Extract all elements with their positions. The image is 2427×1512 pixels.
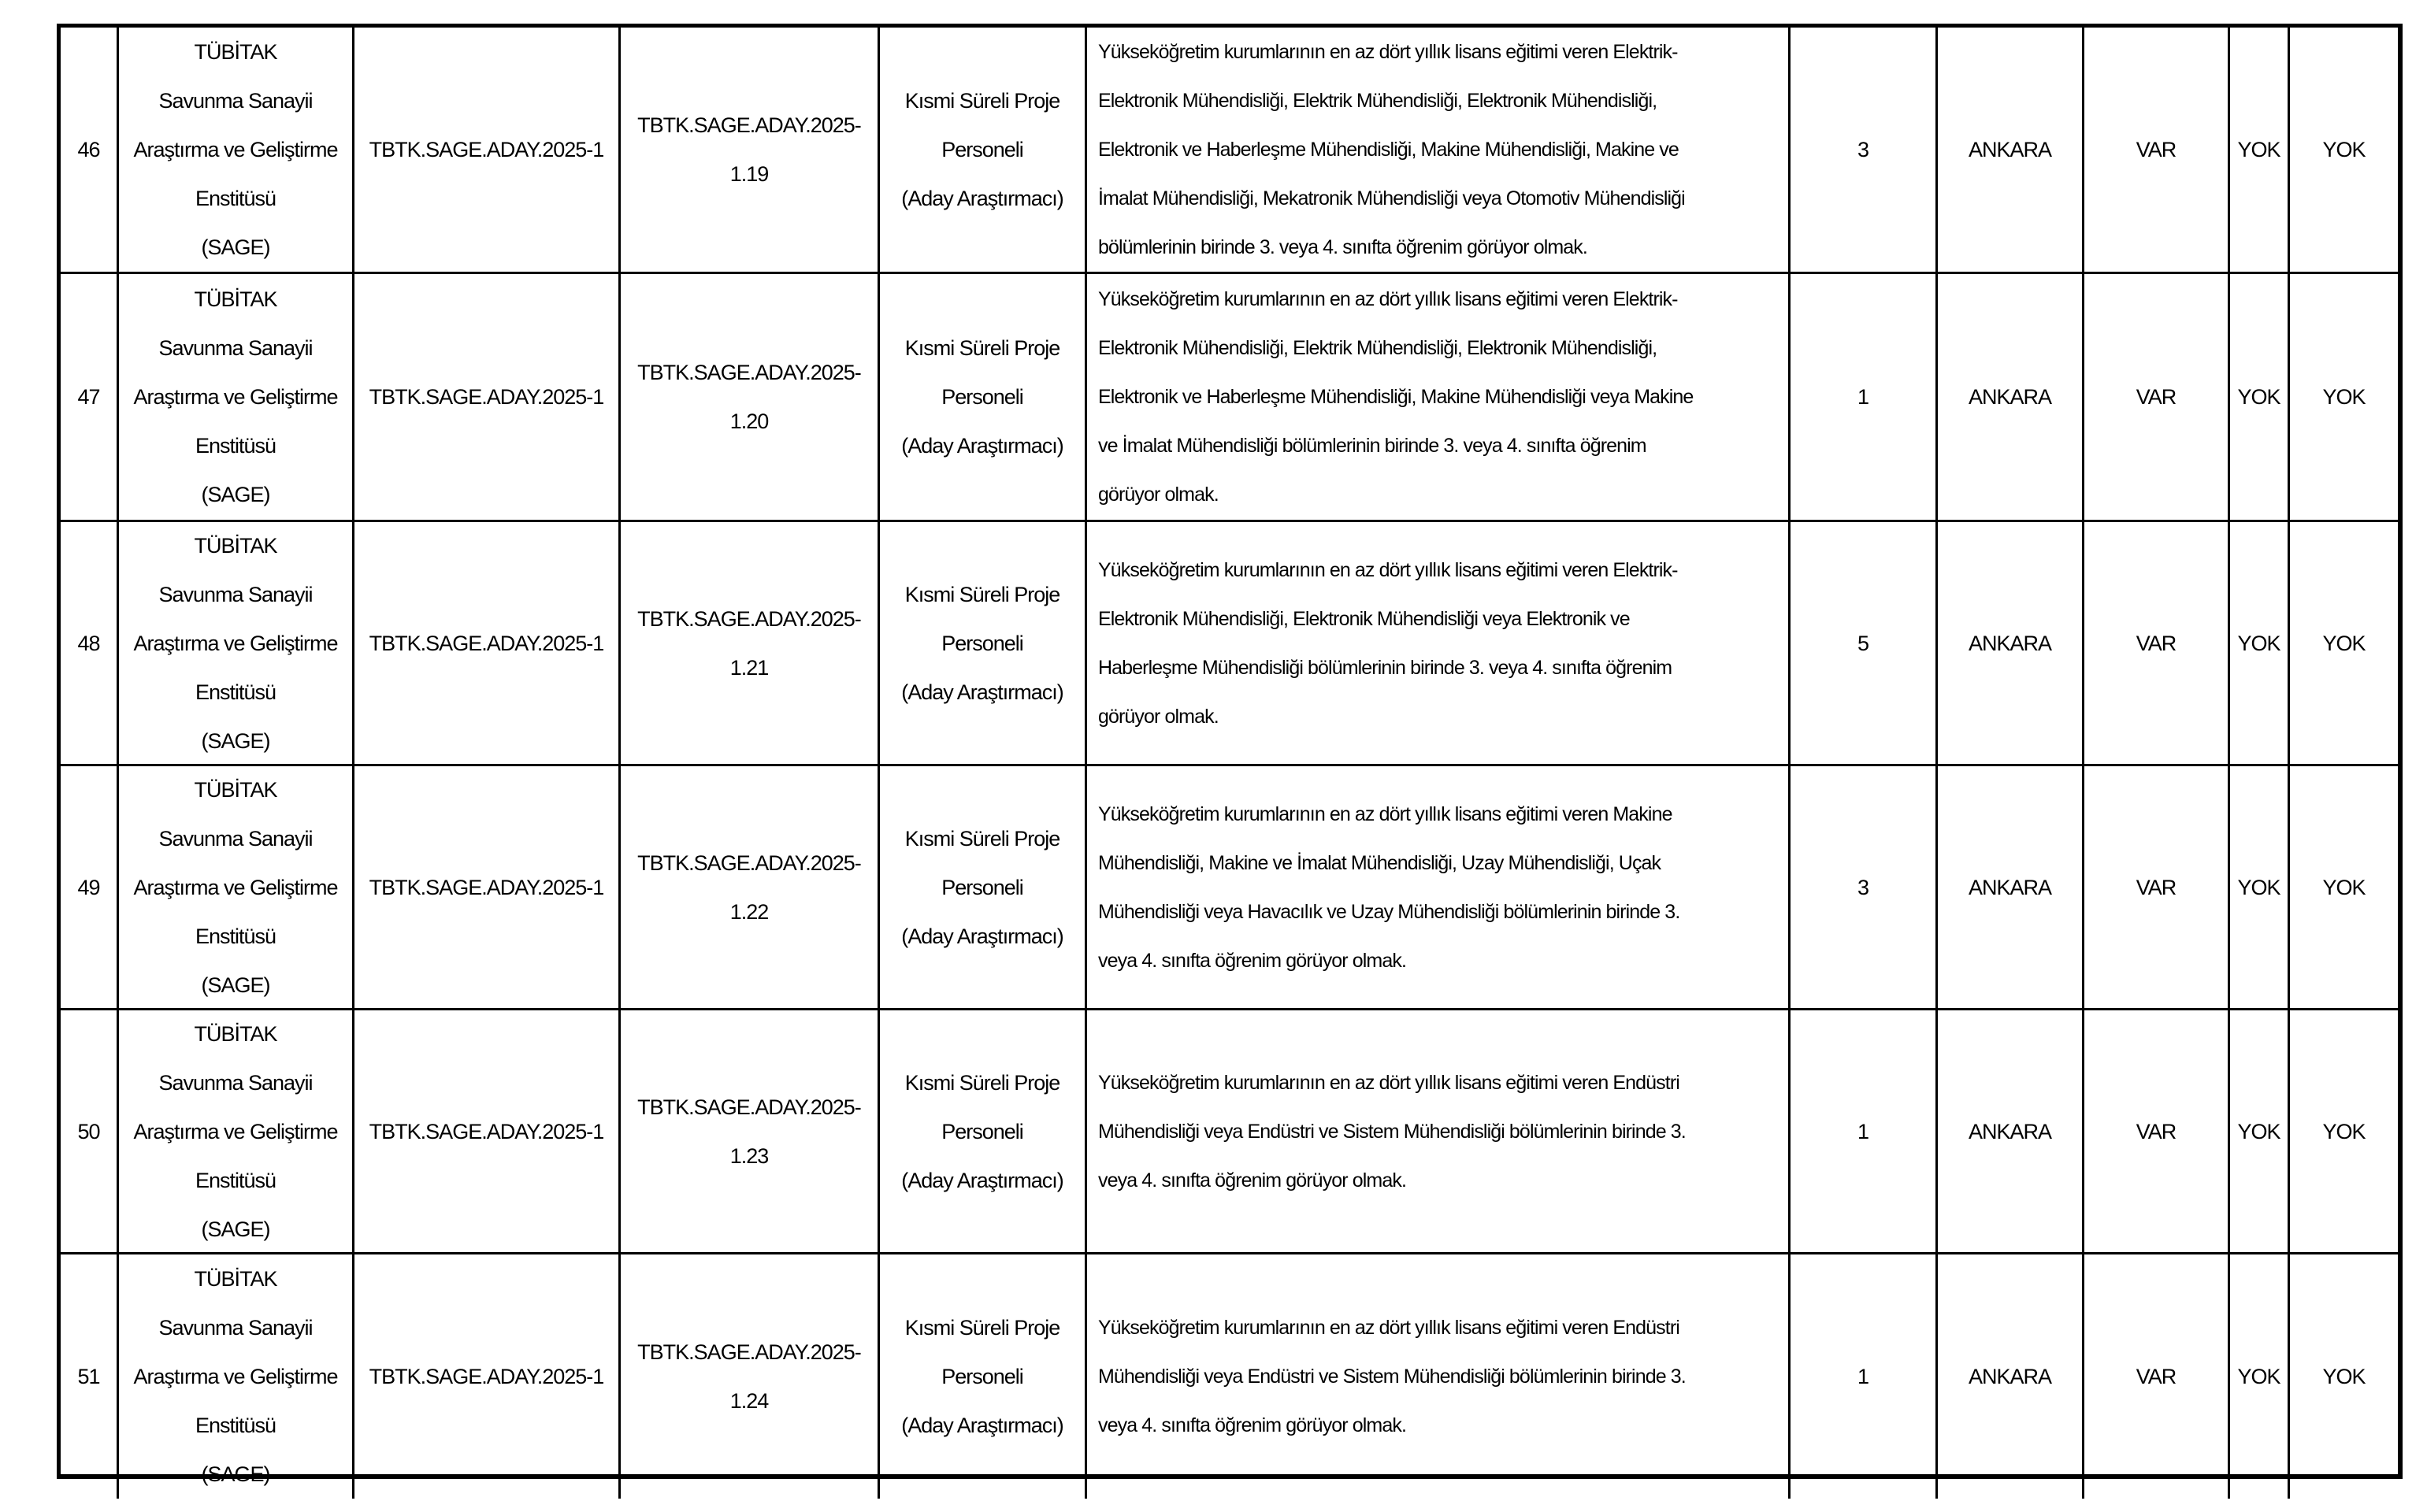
text-line: (SAGE) <box>201 973 270 997</box>
text-line: Mühendisliği veya Endüstri ve Sistem Mühendisliği bölümlerinin birinde 3. <box>1098 1366 1686 1388</box>
text-line: (SAGE) <box>201 1462 270 1486</box>
cell-row-number <box>61 766 117 1008</box>
text-line: Savunma Sanayii <box>158 582 313 606</box>
text-line: Araştırma ve Geliştirme <box>133 1365 338 1388</box>
cell-position-title <box>878 274 1085 520</box>
cell-city <box>1935 28 2082 272</box>
cell-requirement <box>1085 1010 1788 1252</box>
cell-requirement <box>1085 1254 1788 1499</box>
text-line: TBTK.SAGE.ADAY.2025- <box>637 850 861 875</box>
cell-advert-code <box>352 1254 618 1499</box>
text-line: Enstitüsü <box>195 434 276 458</box>
text-line: Elektronik ve Haberleşme Mühendisliği, Makine Mühendisliği, Makine ve <box>1098 139 1679 161</box>
text-line: Personeli <box>941 631 1023 655</box>
text-line: Savunma Sanayii <box>158 336 313 360</box>
text-line: Araştırma ve Geliştirme <box>133 385 338 409</box>
cell-city <box>1935 274 2082 520</box>
text-line: Yükseköğretim kurumlarının en az dört yıllık lisans eğitimi veren Endüstri <box>1098 1071 1679 1094</box>
text-line: VAR <box>2136 875 2177 899</box>
cell-city <box>1935 1010 2082 1252</box>
text-line: TBTK.SAGE.ADAY.2025-1 <box>369 875 604 899</box>
text-line: TÜBİTAK <box>194 287 277 311</box>
cell-requirement <box>1085 766 1788 1008</box>
cell-city <box>1935 522 2082 764</box>
cell-position-title <box>878 1254 1085 1499</box>
text-line: Yükseköğretim kurumlarının en az dört yıllık lisans eğitimi veren Elektrik- <box>1098 558 1678 581</box>
text-line: ANKARA <box>1968 1365 2052 1388</box>
text-line: görüyor olmak. <box>1098 484 1219 506</box>
text-line: (SAGE) <box>201 235 270 259</box>
cell-institution <box>117 1254 352 1499</box>
text-line: YOK <box>2237 138 2280 161</box>
cell-institution <box>117 274 352 520</box>
text-line: 1.19 <box>729 162 769 186</box>
text-line: 1 <box>1857 1365 1869 1388</box>
text-line: görüyor olmak. <box>1098 705 1219 728</box>
cell-requirement <box>1085 28 1788 272</box>
text-line: TBTK.SAGE.ADAY.2025- <box>637 1095 861 1119</box>
text-line: Araştırma ve Geliştirme <box>133 138 338 161</box>
cell-service-status <box>2082 1254 2228 1499</box>
text-line: TBTK.SAGE.ADAY.2025-1 <box>369 1365 604 1388</box>
cell-position-code <box>618 28 878 272</box>
text-line: 5 <box>1857 631 1869 655</box>
cell-yok-1 <box>2228 766 2288 1008</box>
cell-yok-1 <box>2228 274 2288 520</box>
text-line: TÜBİTAK <box>194 1021 277 1046</box>
text-line: YOK <box>2237 385 2280 409</box>
cell-position-code <box>618 1254 878 1499</box>
text-line: ANKARA <box>1968 1119 2052 1143</box>
cell-position-title <box>878 28 1085 272</box>
text-line: (Aday Araştırmacı) <box>901 1414 1063 1437</box>
text-line: TÜBİTAK <box>194 1267 277 1291</box>
text-line: Kısmi Süreli Proje <box>904 826 1060 850</box>
text-line: Mühendisliği veya Havacılık ve Uzay Mühendisliği bölümlerinin birinde 3. <box>1098 900 1680 923</box>
cell-quota <box>1788 1254 1935 1499</box>
cell-advert-code <box>352 1010 618 1252</box>
cell-requirement <box>1085 522 1788 764</box>
text-line: 1.24 <box>729 1389 769 1413</box>
text-line: 3 <box>1857 875 1869 899</box>
text-line: Kısmi Süreli Proje <box>904 1070 1060 1095</box>
text-line: Yükseköğretim kurumlarının en az dört yıllık lisans eğitimi veren Elektrik- <box>1098 41 1678 63</box>
text-line: Personeli <box>941 1365 1023 1388</box>
text-line: YOK <box>2237 631 2280 655</box>
text-line: Enstitüsü <box>195 1414 276 1437</box>
text-line: (SAGE) <box>201 728 270 753</box>
text-line: Personeli <box>941 385 1023 409</box>
text-line: (SAGE) <box>201 1217 270 1241</box>
cell-yok-1 <box>2228 28 2288 272</box>
text-line: 3 <box>1857 138 1869 161</box>
cell-service-status <box>2082 766 2228 1008</box>
text-line: YOK <box>2322 875 2366 899</box>
text-line: Elektronik Mühendisliği, Elektronik Mühendisliği veya Elektronik ve <box>1098 607 1630 630</box>
text-line: Savunma Sanayii <box>158 826 313 850</box>
cell-city <box>1935 766 2082 1008</box>
text-line: Elektronik Mühendisliği, Elektrik Mühendisliği, Elektronik Mühendisliği, <box>1098 90 1657 112</box>
text-line: YOK <box>2322 385 2366 409</box>
text-line: ve İmalat Mühendisliği bölümlerinin birinde 3. veya 4. sınıfta öğrenim <box>1098 435 1646 457</box>
cell-quota <box>1788 522 1935 764</box>
cell-quota <box>1788 766 1935 1008</box>
text-line: Yükseköğretim kurumlarının en az dört yıllık lisans eğitimi veren Makine <box>1098 802 1672 825</box>
text-line: Haberleşme Mühendisliği bölümlerinin birinde 3. veya 4. sınıfta öğrenim <box>1098 656 1672 679</box>
text-line: ANKARA <box>1968 631 2052 655</box>
cell-service-status <box>2082 274 2228 520</box>
text-line: VAR <box>2136 1365 2177 1388</box>
text-line: İmalat Mühendisliği, Mekatronik Mühendisliği veya Otomotiv Mühendisliği <box>1098 187 1685 209</box>
text-line: Personeli <box>941 138 1023 161</box>
text-line: VAR <box>2136 631 2177 655</box>
text-line: 1 <box>1857 1119 1869 1143</box>
cell-institution <box>117 1010 352 1252</box>
cell-advert-code <box>352 766 618 1008</box>
text-line: Elektronik Mühendisliği, Elektrik Mühendisliği, Elektronik Mühendisliği, <box>1098 337 1657 359</box>
cell-row-number <box>61 28 117 272</box>
cell-yok-2 <box>2288 1010 2398 1252</box>
text-line: Savunma Sanayii <box>158 89 313 113</box>
cell-yok-1 <box>2228 1010 2288 1252</box>
text-line: veya 4. sınıfta öğrenim görüyor olmak. <box>1098 1414 1406 1436</box>
cell-quota <box>1788 1010 1935 1252</box>
cell-institution <box>117 766 352 1008</box>
cell-position-title <box>878 1010 1085 1252</box>
text-line: Araştırma ve Geliştirme <box>133 631 338 655</box>
text-line: TBTK.SAGE.ADAY.2025-1 <box>369 631 604 655</box>
text-line: Enstitüsü <box>195 1168 276 1192</box>
text-line: ANKARA <box>1968 385 2052 409</box>
text-line: YOK <box>2237 1365 2280 1388</box>
text-line: Yükseköğretim kurumlarının en az dört yıllık lisans eğitimi veren Elektrik- <box>1098 288 1678 310</box>
text-line: (SAGE) <box>201 483 270 506</box>
text-line: 51 <box>77 1365 100 1388</box>
cell-position-code <box>618 274 878 520</box>
text-line: TBTK.SAGE.ADAY.2025- <box>637 361 861 384</box>
text-line: 49 <box>77 875 100 899</box>
text-line: 48 <box>77 631 100 655</box>
cell-advert-code <box>352 28 618 272</box>
cell-position-code <box>618 1010 878 1252</box>
text-line: Mühendisliği, Makine ve İmalat Mühendisliği, Uzay Mühendisliği, Uçak <box>1098 851 1661 874</box>
table-row <box>61 1252 2398 1499</box>
text-line: (Aday Araştırmacı) <box>901 680 1063 704</box>
cell-city <box>1935 1254 2082 1499</box>
text-line: TÜBİTAK <box>194 40 277 64</box>
table-row <box>61 520 2398 764</box>
text-line: TBTK.SAGE.ADAY.2025- <box>637 606 861 631</box>
cell-quota <box>1788 274 1935 520</box>
text-line: 1 <box>1857 385 1869 409</box>
text-line: 50 <box>77 1119 100 1143</box>
cell-row-number <box>61 1010 117 1252</box>
cell-position-title <box>878 766 1085 1008</box>
text-line: 1.22 <box>729 899 769 924</box>
cell-yok-2 <box>2288 766 2398 1008</box>
cell-position-title <box>878 522 1085 764</box>
text-line: VAR <box>2136 138 2177 161</box>
text-line: VAR <box>2136 1119 2177 1143</box>
text-line: Enstitüsü <box>195 680 276 704</box>
text-line: Savunma Sanayii <box>158 1316 313 1340</box>
text-line: TÜBİTAK <box>194 533 277 558</box>
table-row <box>61 28 2398 272</box>
text-line: bölümlerinin birinde 3. veya 4. sınıfta öğrenim görüyor olmak. <box>1098 236 1587 258</box>
text-line: TBTK.SAGE.ADAY.2025- <box>637 1340 861 1364</box>
text-line: (Aday Araştırmacı) <box>901 434 1063 458</box>
text-line: TBTK.SAGE.ADAY.2025-1 <box>369 385 604 409</box>
cell-row-number <box>61 522 117 764</box>
text-line: Mühendisliği veya Endüstri ve Sistem Mühendisliği bölümlerinin birinde 3. <box>1098 1120 1686 1143</box>
text-line: Personeli <box>941 1119 1023 1143</box>
cell-row-number <box>61 1254 117 1499</box>
cell-yok-2 <box>2288 522 2398 764</box>
text-line: 1.23 <box>729 1143 769 1168</box>
cell-position-code <box>618 766 878 1008</box>
text-line: YOK <box>2322 138 2366 161</box>
text-line: Kısmi Süreli Proje <box>904 89 1060 113</box>
text-line: Elektronik ve Haberleşme Mühendisliği, Makine Mühendisliği veya Makine <box>1098 386 1694 408</box>
text-line: TÜBİTAK <box>194 777 277 802</box>
text-line: Kısmi Süreli Proje <box>904 1316 1060 1340</box>
cell-service-status <box>2082 1010 2228 1252</box>
text-line: 47 <box>77 385 100 409</box>
cell-yok-2 <box>2288 1254 2398 1499</box>
cell-service-status <box>2082 28 2228 272</box>
text-line: TBTK.SAGE.ADAY.2025-1 <box>369 1119 604 1143</box>
cell-yok-2 <box>2288 28 2398 272</box>
cell-yok-1 <box>2228 522 2288 764</box>
text-line: (Aday Araştırmacı) <box>901 187 1063 210</box>
text-line: Araştırma ve Geliştirme <box>133 875 338 899</box>
cell-yok-1 <box>2228 1254 2288 1499</box>
text-line: (Aday Araştırmacı) <box>901 924 1063 948</box>
text-line: Yükseköğretim kurumlarının en az dört yıllık lisans eğitimi veren Endüstri <box>1098 1317 1679 1339</box>
cell-quota <box>1788 28 1935 272</box>
cell-institution <box>117 522 352 764</box>
cell-row-number <box>61 274 117 520</box>
cell-advert-code <box>352 522 618 764</box>
text-line: 46 <box>77 138 100 161</box>
text-line: Personeli <box>941 875 1023 899</box>
text-line: YOK <box>2322 1365 2366 1388</box>
text-line: TBTK.SAGE.ADAY.2025-1 <box>369 138 604 161</box>
text-line: Araştırma ve Geliştirme <box>133 1119 338 1143</box>
text-line: 1.21 <box>729 655 769 680</box>
text-line: 1.20 <box>729 410 769 433</box>
text-line: YOK <box>2237 1119 2280 1143</box>
cell-requirement <box>1085 274 1788 520</box>
text-line: (Aday Araştırmacı) <box>901 1168 1063 1192</box>
text-line: veya 4. sınıfta öğrenim görüyor olmak. <box>1098 949 1406 972</box>
text-line: YOK <box>2322 631 2366 655</box>
text-line: Savunma Sanayii <box>158 1070 313 1095</box>
text-line: ANKARA <box>1968 875 2052 899</box>
text-line: TBTK.SAGE.ADAY.2025- <box>637 113 861 137</box>
cell-position-code <box>618 522 878 764</box>
text-line: ANKARA <box>1968 138 2052 161</box>
table-row <box>61 764 2398 1008</box>
text-line: YOK <box>2322 1119 2366 1143</box>
table-row <box>61 1008 2398 1252</box>
text-line: Enstitüsü <box>195 187 276 210</box>
cell-yok-2 <box>2288 274 2398 520</box>
table-row <box>61 272 2398 520</box>
vacancy-table <box>57 24 2403 1486</box>
text-line: Enstitüsü <box>195 924 276 948</box>
text-line: Kısmi Süreli Proje <box>904 336 1060 360</box>
text-line: veya 4. sınıfta öğrenim görüyor olmak. <box>1098 1169 1406 1191</box>
cell-institution <box>117 28 352 272</box>
cell-advert-code <box>352 274 618 520</box>
text-line: YOK <box>2237 875 2280 899</box>
text-line: VAR <box>2136 385 2177 409</box>
text-line: Kısmi Süreli Proje <box>904 582 1060 606</box>
cell-service-status <box>2082 522 2228 764</box>
